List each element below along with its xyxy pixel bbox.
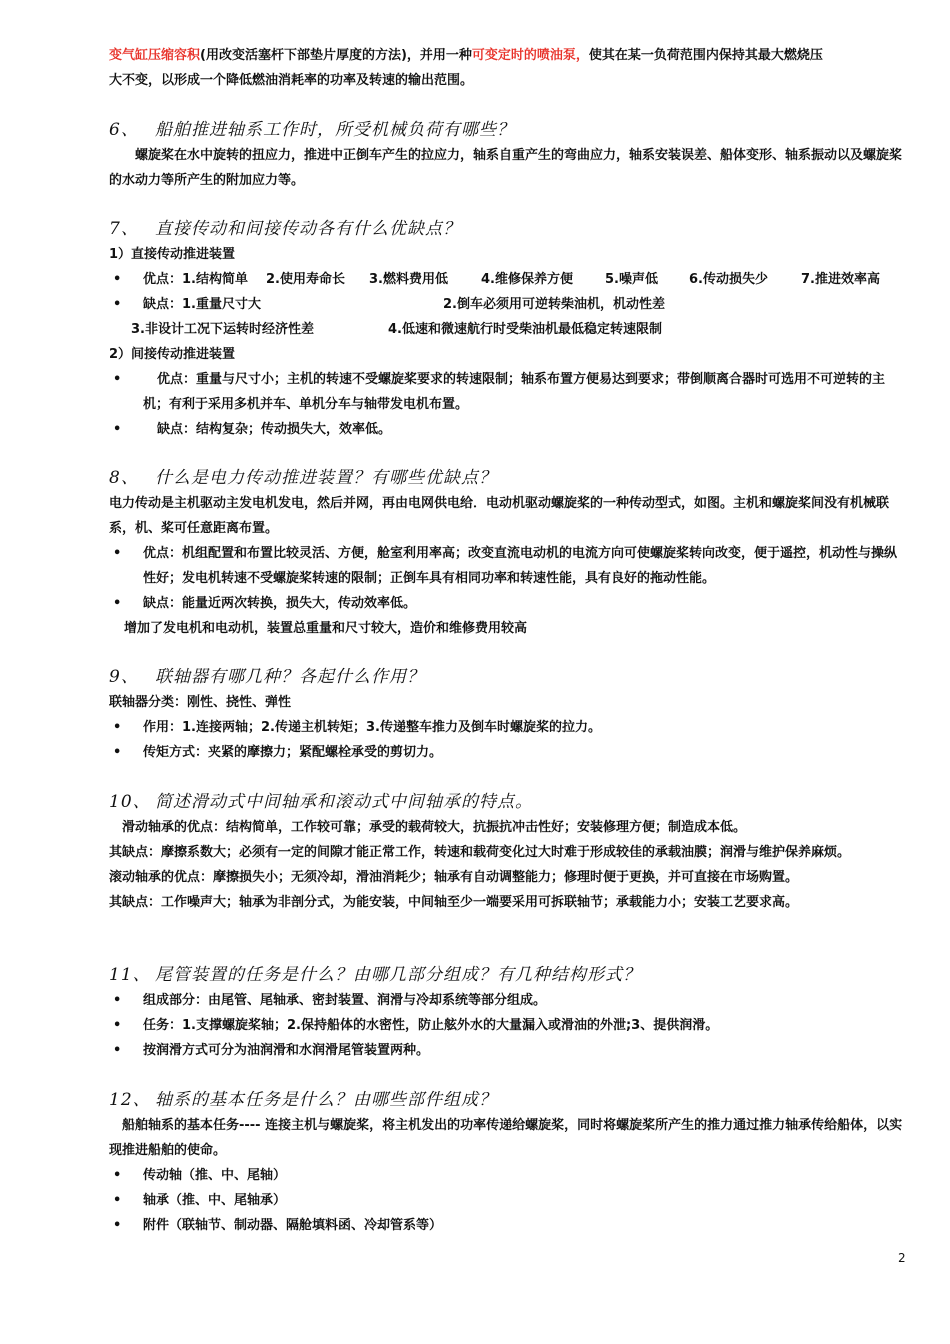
question-7: [109, 217, 909, 442]
advantages-text: 优点：机组配置和布置比较灵活、方便，舱室利用率高；改变直流电动机的电流方向可使螺旋桨转向改变，便于遥控，机动性与操纵性好；发电机转速不受螺旋桨转速的限制；正倒车具有相同功率和转速性能，具有良好的拖动性能。: [143, 546, 898, 586]
question-title: 尾管装置的任务是什么？由哪几部分组成？有几种结构形式？: [155, 965, 641, 985]
bullet-icon: •: [113, 422, 122, 437]
list-item: 4.维修保养方便: [481, 272, 573, 287]
question-number: 10、: [109, 792, 151, 812]
bullet-icon: •: [113, 745, 122, 760]
bullet-item: [109, 988, 909, 1013]
subheading: 2）间接传动推进装置: [109, 347, 236, 362]
bullet-item: [109, 1038, 909, 1063]
bullet-item: [109, 541, 909, 591]
disadvantage-item: 4.低速和微速航行时受柴油机最低稳定转速限制: [388, 322, 662, 337]
bullet-icon: •: [113, 720, 122, 735]
disadvantage-item: 3.非设计工况下运转时经济性差: [131, 322, 314, 337]
highlight-text: 变气缸压缩容积: [109, 48, 201, 63]
bullet-item: [109, 1188, 909, 1213]
page-number: 2: [898, 1251, 906, 1265]
answer-line: 滑动轴承的优点：结构简单，工作较可靠；承受的载荷较大，抗振抗冲击性好；安装修理方便；制造成本低。: [122, 820, 747, 835]
question-title: 联轴器有哪几种？各起什么作用？: [155, 667, 425, 687]
question-heading: [109, 1088, 909, 1113]
bullet-text: 传动轴（推、中、尾轴）: [143, 1168, 287, 1183]
question-heading: [109, 217, 909, 242]
bullet-item: [109, 1213, 909, 1238]
answer-paragraph: 螺旋桨在水中旋转的扭应力，推进中正倒车产生的拉应力，轴系自重产生的弯曲应力，轴系安装误差、船体变形、轴系振动以及螺旋桨的水动力等所产生的附加应力等。: [109, 148, 903, 188]
bullet-icon: •: [113, 546, 122, 561]
intro-line-2: 大不变，以形成一个降低燃油消耗率的功率及转速的输出范围。: [109, 73, 474, 88]
bullet-text: 作用：1.连接两轴；2.传递主机转矩；3.传递整车推力及倒车时螺旋桨的拉力。: [143, 720, 601, 735]
answer-paragraph: 船舶轴系的基本任务---- 连接主机与螺旋桨，将主机发出的功率传递给螺旋桨，同时将螺旋桨所产生的推力通过推力轴承传给船体，以实现推进船舶的使命。: [109, 1118, 903, 1158]
list-item: 3.燃料费用低: [369, 272, 448, 287]
question-heading: [109, 118, 909, 143]
question-title: 轴系的基本任务是什么？由哪些部件组成？: [155, 1090, 497, 1110]
list-item: 优点：1.结构简单: [143, 272, 248, 287]
classification-text: 联轴器分类：刚性、挠性、弹性: [109, 695, 292, 710]
bullet-text: 组成部分：由尾管、尾轴承、密封装置、润滑与冷却系统等部分组成。: [143, 993, 547, 1008]
intro-text: (用改变活塞杆下部垫片厚度的方法)，并用一种: [200, 48, 472, 63]
subheading: 1）直接传动推进装置: [109, 247, 236, 262]
bullet-icon: •: [113, 1193, 122, 1208]
question-heading: [109, 963, 909, 988]
bullet-item: [109, 591, 909, 616]
advantages-text: 优点：重量与尺寸小；主机的转速不受螺旋桨要求的转速限制；轴系布置方便易达到要求；带倒顺离合器时可选用不可逆转的主机；有利于采用多机并车、单机分车与轴带发电机布置。: [143, 372, 886, 412]
question-6: [109, 118, 909, 193]
bullet-item: [109, 367, 909, 417]
disadvantages-text: 缺点：结构复杂；传动损失大，效率低。: [157, 422, 392, 437]
bullet-icon: •: [113, 272, 122, 287]
question-number: 8、: [109, 468, 139, 488]
bullet-item: [109, 417, 909, 442]
answer-line: 其缺点：工作噪声大；轴承为非剖分式，为能安装，中间轴至少一端要采用可拆联轴节；承载能力小；安装工艺要求高。: [109, 895, 799, 910]
question-number: 11、: [109, 965, 151, 985]
intro-text: 使其在某一负荷范围内保持其最大燃烧压: [588, 48, 823, 63]
answer-line: 滚动轴承的优点：摩擦损失小；无须冷却，滑油消耗少；轴承有自动调整能力；修理时便于更换，并可直接在市场购置。: [109, 870, 799, 885]
bullet-item: [109, 267, 909, 292]
question-title: 船舶推进轴系工作时，所受机械负荷有哪些？: [155, 120, 515, 140]
question-number: 12、: [109, 1090, 151, 1110]
bullet-icon: •: [113, 596, 122, 611]
question-title: 什么是电力传动推进装置？有哪些优缺点？: [155, 468, 497, 488]
answer-paragraph: 电力传动是主机驱动主发电机发电，然后并网，再由电网供电给．电动机驱动螺旋桨的一种传动型式，如图。主机和螺旋桨间没有机械联系，机、桨可任意距离布置。: [109, 496, 890, 536]
question-heading: [109, 790, 909, 815]
advantages-list: [143, 267, 909, 292]
bullet-item: [109, 1013, 909, 1038]
answer-line: 其缺点：摩擦系数大；必须有一定的间隙才能正常工作，转速和载荷变化过大时难于形成较佳的承载油膜；润滑与维护保养麻烦。: [109, 845, 851, 860]
bullet-icon: •: [113, 297, 122, 312]
disadvantages-text: 缺点：能量近两次转换，损失大，传动效率低。: [143, 596, 417, 611]
question-number: 6、: [109, 120, 139, 140]
bullet-icon: •: [113, 1218, 122, 1233]
bullet-icon: •: [113, 1043, 122, 1058]
question-heading: [109, 665, 909, 690]
question-number: 7、: [109, 219, 139, 239]
bullet-text: 任务：1.支撑螺旋桨轴；2.保持船体的水密性，防止舷外水的大量漏入或滑油的外泄;3、提供润滑。: [143, 1018, 719, 1033]
bullet-text: 传矩方式：夹紧的摩擦力；紧配螺栓承受的剪切力。: [143, 745, 443, 760]
bullet-item: [109, 740, 909, 765]
question-9: [109, 665, 909, 765]
intro-line-1: [109, 43, 909, 68]
question-10: [109, 790, 909, 915]
bullet-item: [109, 1163, 909, 1188]
bullet-text: 附件（联轴节、制动器、隔舱填料函、冷却管系等）: [143, 1218, 443, 1233]
question-title: 简述滑动式中间轴承和滚动式中间轴承的特点。: [155, 792, 533, 812]
question-11: [109, 963, 909, 1063]
question-heading: [109, 466, 909, 491]
question-title: 直接传动和间接传动各有什么优缺点？: [155, 219, 461, 239]
bullet-text: 按润滑方式可分为油润滑和水润滑尾管装置两种。: [143, 1043, 430, 1058]
disadvantage-line: [109, 317, 909, 342]
question-8: [109, 466, 909, 641]
question-number: 9、: [109, 667, 139, 687]
bullet-icon: •: [113, 372, 122, 387]
list-item: 2.使用寿命长: [266, 272, 345, 287]
bullet-icon: •: [113, 993, 122, 1008]
bullet-item: [109, 715, 909, 740]
disadvantage-item: 2.倒车必须用可逆转柴油机，机动性差: [443, 297, 665, 312]
bullet-icon: •: [113, 1168, 122, 1183]
disadvantages-continued: 增加了发电机和电动机，装置总重量和尺寸较大，造价和维修费用较高: [124, 621, 528, 636]
question-12: [109, 1088, 909, 1238]
bullet-item: [109, 292, 909, 317]
list-item: 7.推进效率高: [801, 272, 880, 287]
list-item: 5.噪声低: [605, 272, 658, 287]
bullet-text: 轴承（推、中、尾轴承）: [143, 1193, 287, 1208]
highlight-text: 可变定时的喷油泵，: [471, 48, 589, 63]
list-item: 6.传动损失少: [689, 272, 768, 287]
intro-paragraph: [109, 43, 909, 93]
disadvantage-item: 缺点：1.重量尺寸大: [143, 297, 261, 312]
bullet-icon: •: [113, 1018, 122, 1033]
